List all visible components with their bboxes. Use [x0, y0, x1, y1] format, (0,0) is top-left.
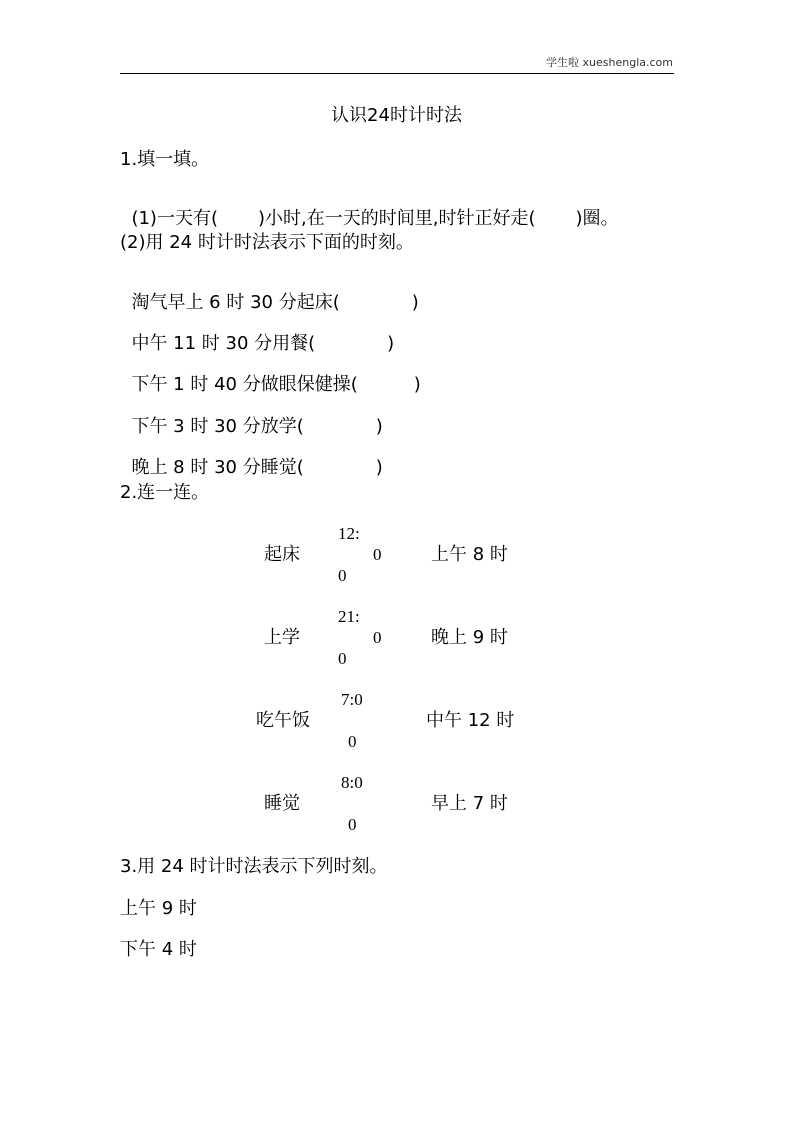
q1-sub1-post: )圈。 — [575, 208, 619, 229]
q2-time-side: 0 — [373, 628, 382, 647]
q2-heading: 2.连一连。 — [120, 482, 210, 503]
q2-time-top: 7:0 — [341, 690, 363, 709]
q2-clock-label[interactable]: 上午 8 时 — [431, 544, 508, 565]
q1-item-text: 晚上 8 时 30 分睡觉( — [131, 457, 304, 478]
q1-sub2: (2)用 24 时计时法表示下面的时刻。 — [120, 232, 414, 253]
page-title: 认识24时计时法 — [331, 105, 462, 126]
q1-sub1 — [120, 192, 619, 228]
header-divider — [120, 73, 674, 74]
q1-item — [120, 317, 394, 353]
q2-time-bottom: 0 — [348, 815, 357, 834]
q3-heading: 3.用 24 时计时法表示下列时刻。 — [120, 856, 388, 877]
q1-item-text: 淘气早上 6 时 30 分起床( — [131, 292, 340, 313]
q2-time-bottom: 0 — [348, 732, 357, 751]
q1-item-close: ) — [375, 457, 383, 478]
q1-sub1-pre: (1)一天有( — [131, 208, 218, 229]
q1-item — [120, 276, 419, 312]
q2-clock-label[interactable]: 早上 7 时 — [431, 793, 508, 814]
q1-item — [120, 441, 383, 477]
q2-time-side: 0 — [373, 545, 382, 564]
q3-item: 下午 4 时 — [120, 939, 197, 960]
q2-activity[interactable]: 起床 — [264, 544, 300, 565]
q2-time-top: 21: — [338, 607, 360, 626]
q1-item-close: ) — [411, 292, 419, 313]
q2-time-bottom: 0 — [338, 566, 347, 585]
q1-item — [120, 358, 421, 394]
q1-sub1-mid: )小时,在一天的时间里,时针正好走( — [257, 208, 536, 229]
q1-item-close: ) — [375, 416, 383, 437]
q1-item-text: 下午 1 时 40 分做眼保健操( — [131, 374, 358, 395]
q1-item-close: ) — [413, 374, 421, 395]
q1-heading: 1.填一填。 — [120, 149, 210, 170]
q1-item — [120, 400, 383, 436]
q2-clock-label[interactable]: 晚上 9 时 — [431, 627, 508, 648]
q2-activity[interactable]: 上学 — [264, 627, 300, 648]
q2-time-top: 12: — [338, 524, 360, 543]
q2-time-top: 8:0 — [341, 773, 363, 792]
q2-activity[interactable]: 吃午饭 — [256, 710, 310, 731]
q1-item-close: ) — [387, 333, 395, 354]
q2-time-bottom: 0 — [338, 649, 347, 668]
q1-item-text: 下午 3 时 30 分放学( — [131, 416, 304, 437]
q2-clock-label[interactable]: 中午 12 时 — [426, 710, 515, 731]
q2-activity[interactable]: 睡觉 — [264, 793, 300, 814]
header-site-label: 学生啦 xueshengla.com — [546, 56, 673, 69]
q3-item: 上午 9 时 — [120, 898, 197, 919]
q1-item-text: 中午 11 时 30 分用餐( — [131, 333, 316, 354]
